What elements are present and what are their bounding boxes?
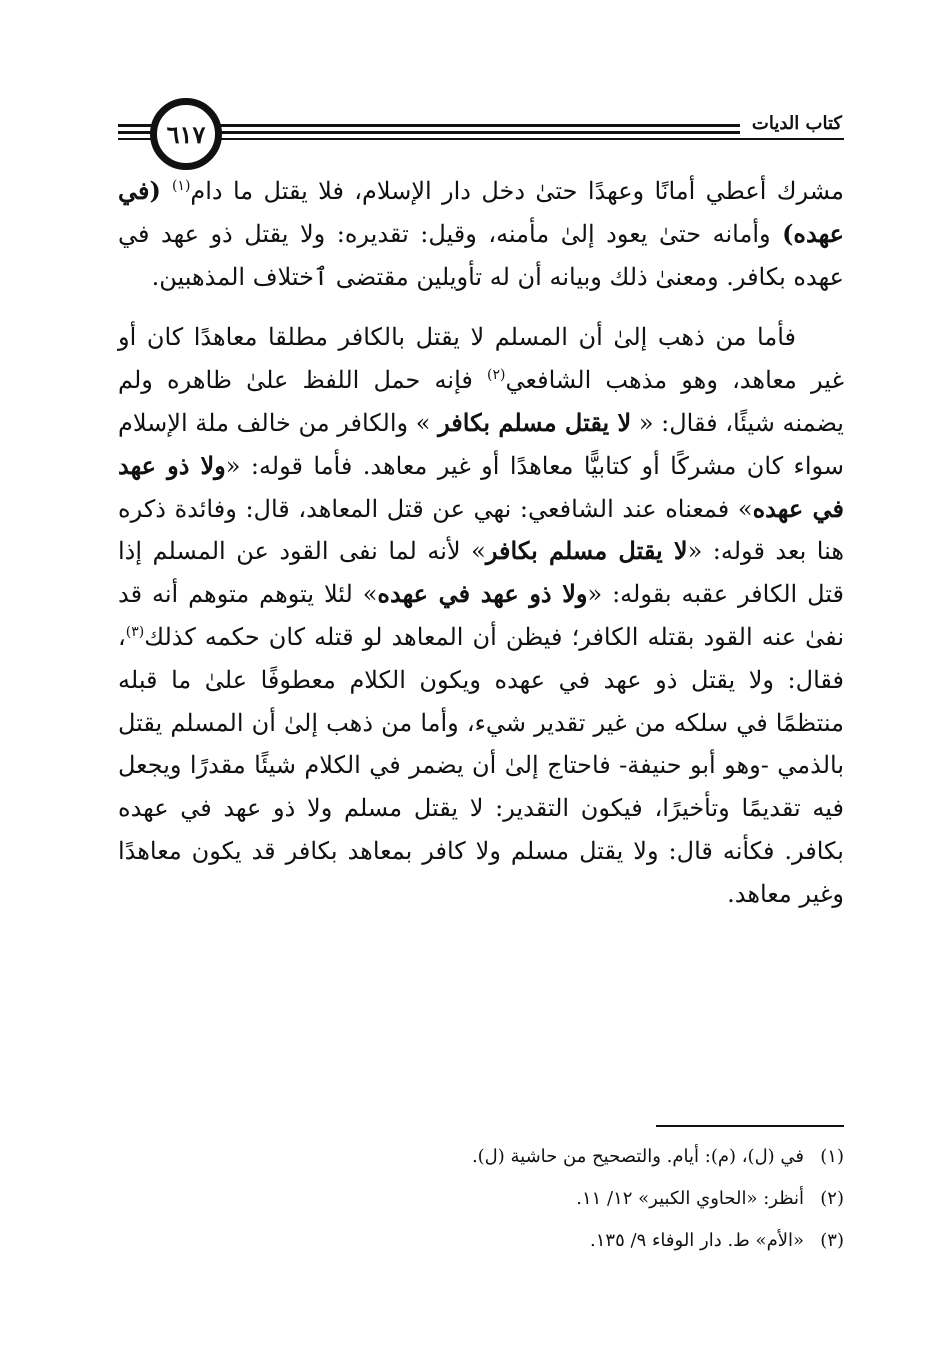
paragraph-1 [118,170,844,298]
text-span: مشرك أعطي أمانًا وعهدًا حتىٰ دخل دار الإسلام، فلا يقتل ما دام [190,177,845,205]
text-span: فإنه حمل اللفظ علىٰ ظاهره ولم يضمنه شيئًا، فقال: « [118,366,844,437]
text-span: فأما من ذهب إلىٰ أن المسلم لا يقتل بالكافر مطلقا معاهدًا كان أو غير معاهد، وهو مذهب الشافعي [118,323,845,395]
text-span: وأمانه حتىٰ يعود إلىٰ مأمنه، وقيل: تقديره: ولا يقتل ذو عهد في عهده بكافر. ومعنىٰ ذلك وبيانه أن له تأويلين مقتضى ٱختلاف المذهبين. [118,219,844,291]
header-rule-top [118,124,844,127]
footnote-number: (٢) [820,1188,844,1209]
footnote-ref-1: (١) [171,178,191,194]
hadith-quote: لا يقتل مسلم بكافر [438,407,632,437]
footnote-2 [118,1178,844,1220]
footnote-ref-3: (٣) [125,623,145,640]
text-span: ، فقال: ولا يقتل ذو عهد في عهده ويكون الكلام معطوفًا علىٰ ما قبله منتظمًا في سلكه من غير تقدير شيء، وأما من ذهب إلىٰ أن المسلم يقتل بالذمي -وهو أبو حنيفة- فاحتاج إلىٰ أن يضمر في الكلام شيئًا مقدرًا ويجعل فيه تقديمًا وتأخيرًا، فيكون التقدير: لا يقتل مسلم ولا ذو عهد في عهده بكافر. فكأنه قال: ولا يقتل مسلم ولا كافر بمعاهد بكافر قد يكون معاهدًا وغير معاهد. [118,622,844,908]
text-span: » فمعناه عند الشافعي: نهي عن قتل المعاهد، قال: وفائدة ذكره هنا بعد قوله: « [118,494,845,566]
header-rule-middle [118,131,844,134]
footnote-text: في (ل)، (م): أيام. والتصحيح من حاشية (ل). [471,1146,804,1167]
footnote-number: (٣) [820,1230,844,1251]
text-span: » لئلا يتوهم متوهم أنه قد نفىٰ عنه القود بقتله الكافر؛ فيظن أن المعاهد لو قتله كان حكمه كذلك [118,580,844,651]
text-span: » لأنه لما نفى القود عن المسلم إذا قتل الكافر عقبه بقوله: « [118,537,844,609]
main-text [118,170,844,916]
paragraph-2 [118,316,844,915]
footnote-separator [656,1125,844,1127]
footnote-3 [118,1220,844,1262]
hadith-quote: ولا ذو عهد في عهده [377,579,588,609]
running-title: كتاب الديات [740,111,844,137]
footnote-ref-2: (٢) [487,367,506,384]
hadith-quote: لا يقتل مسلم بكافر [485,536,688,566]
footnote-text: أنظر: «الحاوي الكبير» ١٢/ ١١. [576,1188,804,1209]
page-number: ٦١٧ [166,119,206,149]
footnote-number: (١) [820,1146,844,1167]
bold-phrase: (في عهده) [118,176,844,248]
hadith-quote: ولا ذو عهد في عهده [118,450,845,523]
header-rule-bottom [118,138,844,140]
footnote-1 [118,1136,844,1178]
footnotes [118,1136,844,1262]
footnote-text: «الأم» ط. دار الوفاء ٩/ ١٣٥. [590,1230,804,1251]
text-span: » والكافر من خالف ملة الإسلام سواء كان مشركًا أو كتابيًّا معاهدًا أو غير معاهد. فأما قوله: « [118,408,845,480]
page-number-badge [150,98,222,170]
running-header [118,98,844,170]
